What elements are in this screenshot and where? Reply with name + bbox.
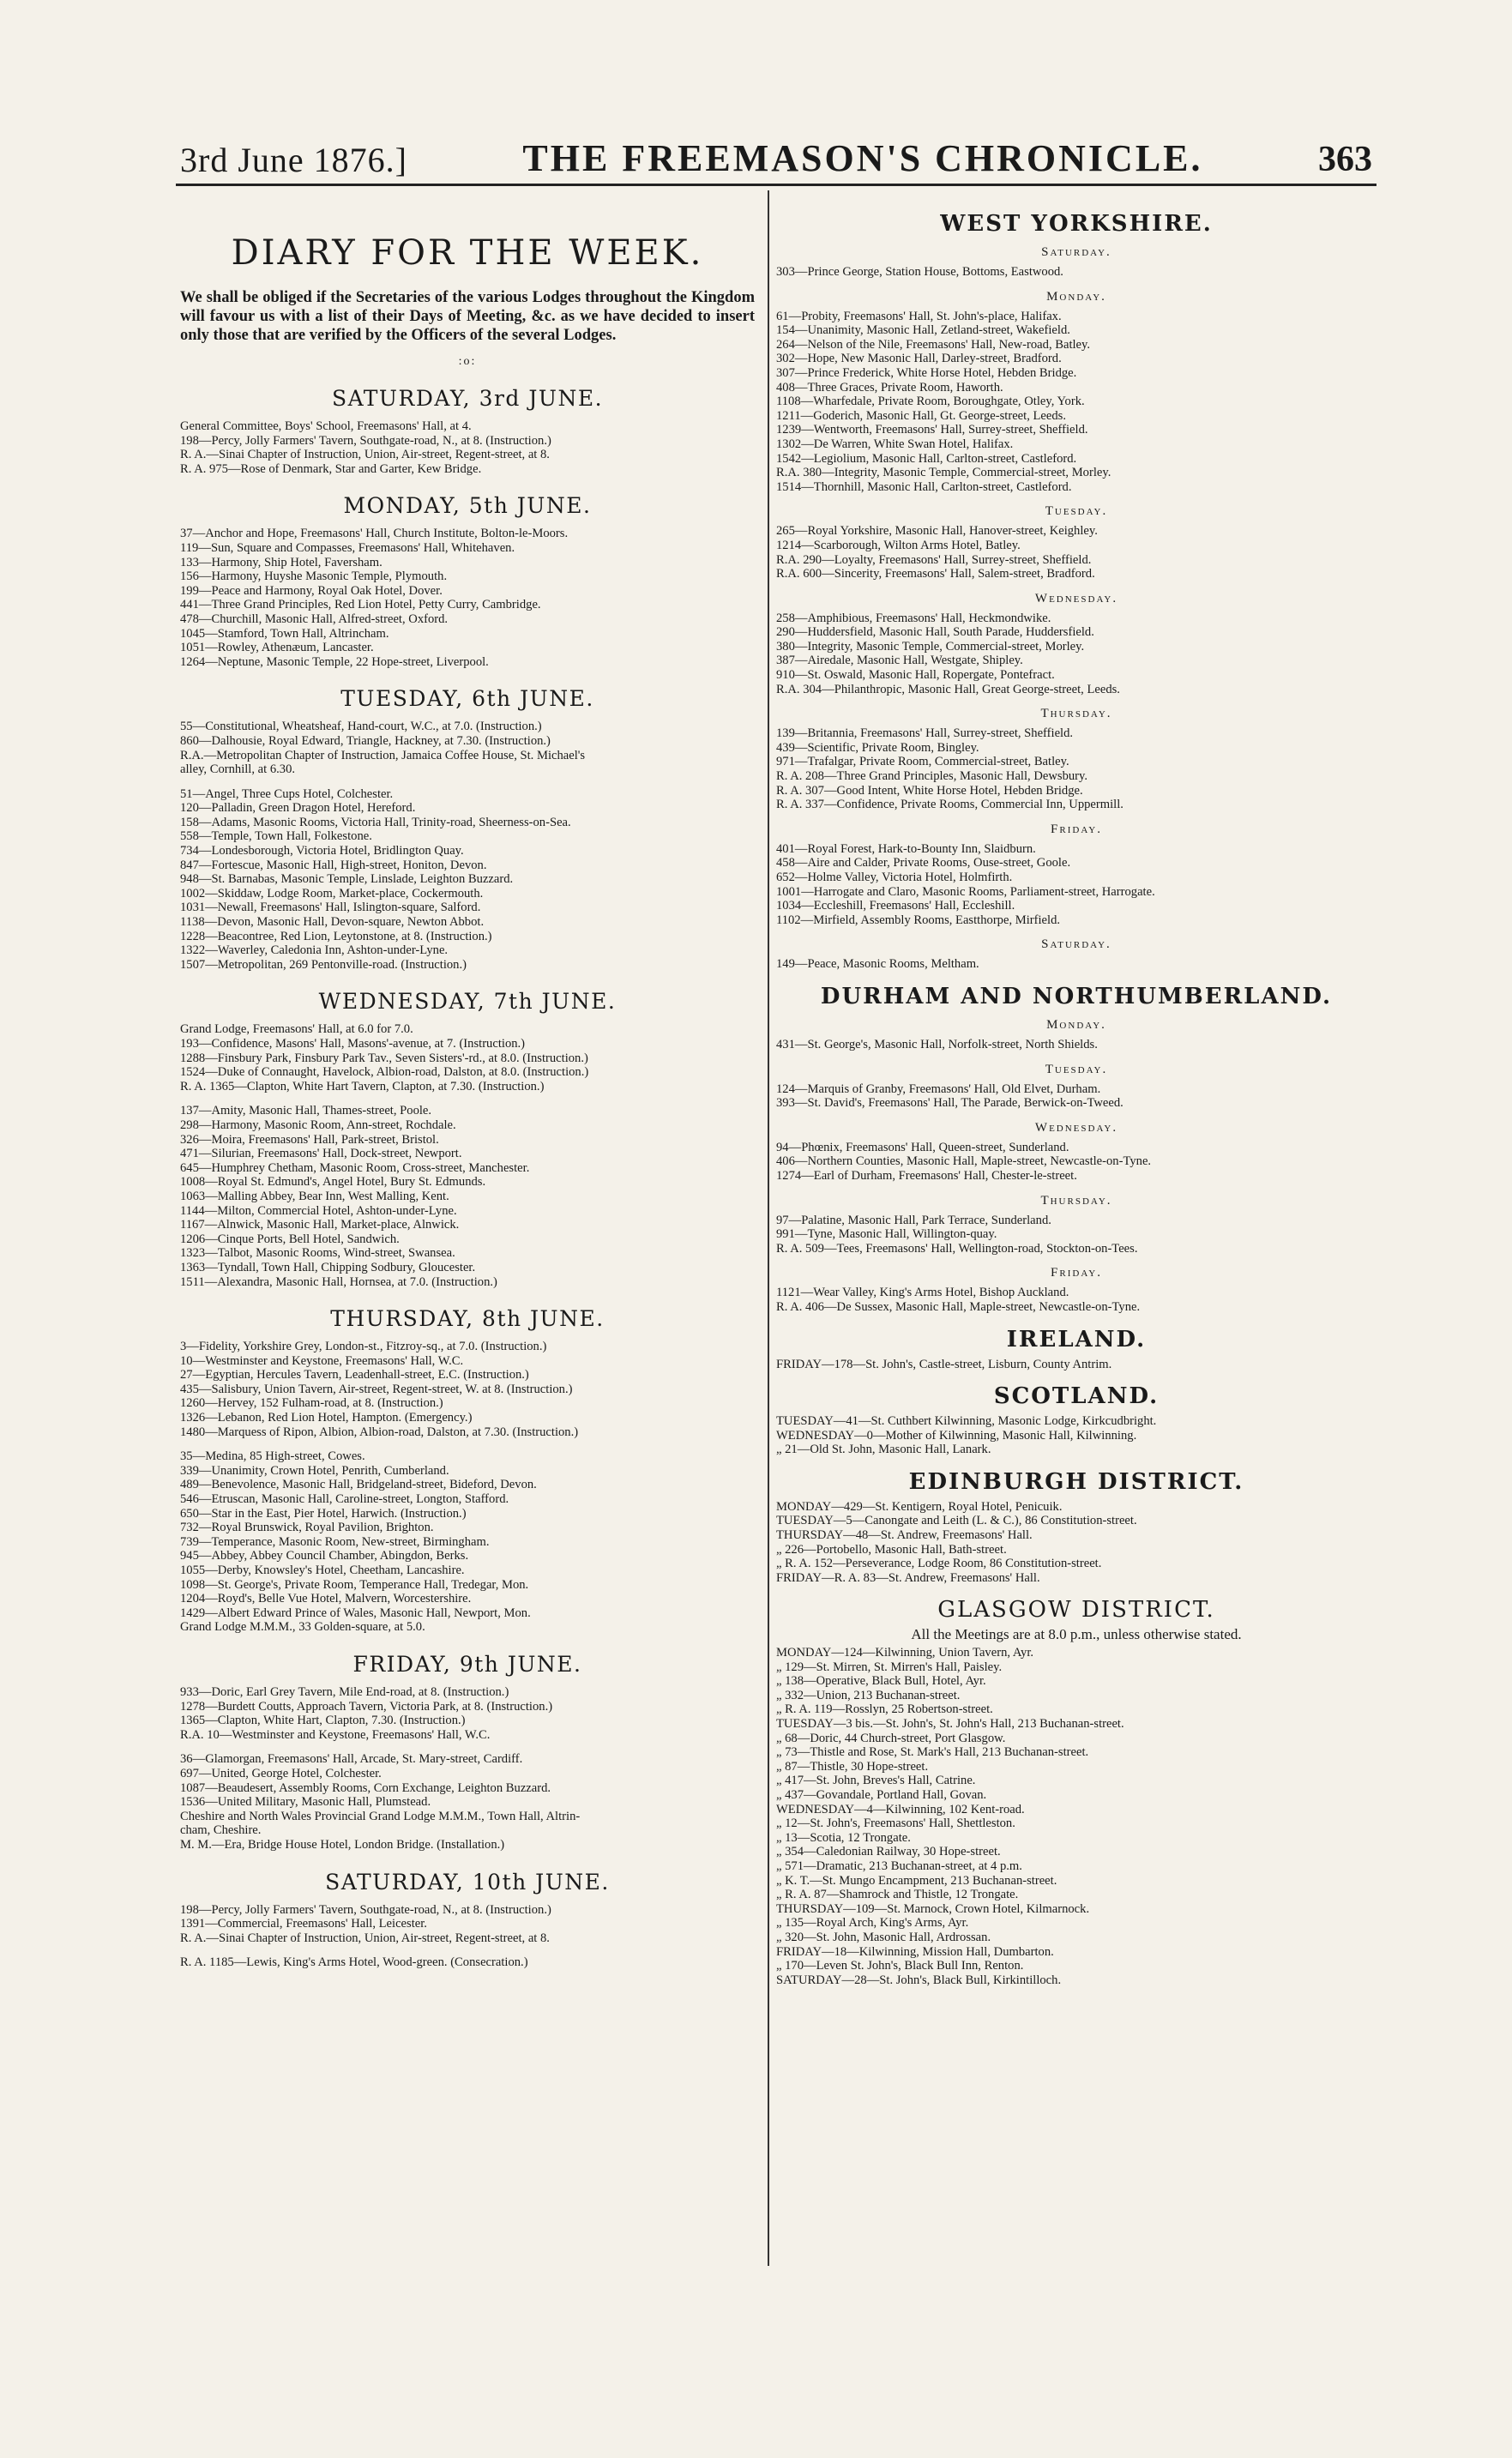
meeting-entry: 1322—Waverley, Caledonia Inn, Ashton-under-Lyne. bbox=[180, 943, 449, 958]
meeting-entry: 1144—Milton, Commercial Hotel, Ashton-under-Lyne. bbox=[180, 1203, 457, 1218]
meeting-entry: 27—Egyptian, Hercules Tavern, Leadenhall-street, E.C. (Instruction.) bbox=[180, 1368, 529, 1383]
meeting-note: All the Meetings are at 8.0 p.m., unless otherwise stated. bbox=[911, 1628, 1242, 1643]
meeting-entry: 55—Constitutional, Wheatsheaf, Hand-court, W.C., at 7.0. (Instruction.) bbox=[180, 720, 542, 734]
meeting-entry: 1034—Eccleshill, Freemasons' Hall, Eccleshill. bbox=[776, 899, 1015, 913]
meeting-entry: 1514—Thornhill, Masonic Hall, Carlton-street, Castleford. bbox=[776, 479, 1072, 494]
meeting-entry: 697—United, George Hotel, Colchester. bbox=[180, 1766, 382, 1780]
meeting-entry: 198—Percy, Jolly Farmers' Tavern, Southgate-road, N., at 8. (Instruction.) bbox=[180, 433, 551, 448]
meeting-entry: 1206—Cinque Ports, Bell Hotel, Sandwich. bbox=[180, 1232, 400, 1246]
diary-intro: We shall be obliged if the Secretaries of the various Lodges throughout the Kingdom will favour us with a list of their Days of Meeting, &c. as we have decided to insert only those that are verified by the Officers of the several Lodges. bbox=[180, 289, 755, 344]
meeting-group bbox=[180, 787, 755, 973]
meeting-entry: 1031—Newall, Freemasons' Hall, Islington-square, Salford. bbox=[180, 901, 481, 915]
region-heading: DURHAM AND NORTHUMBERLAND. bbox=[820, 983, 1333, 1009]
meeting-entry: 1507—Metropolitan, 269 Pentonville-road. (Instruction.) bbox=[180, 957, 467, 972]
meeting-entry: R.A. 600—Sincerity, Freemasons' Hall, Salem-street, Bradford. bbox=[776, 567, 1095, 581]
meeting-entry: TUESDAY—3 bis.—St. John's, St. John's Hall, 213 Buchanan-street. bbox=[776, 1717, 1124, 1731]
section-divider: :o: bbox=[458, 355, 477, 368]
day-heading: THURSDAY, 8th JUNE. bbox=[330, 1306, 605, 1332]
meeting-entry: 3—Fidelity, Yorkshire Grey, London-st., Fitzroy-sq., at 7.0. (Instruction.) bbox=[180, 1340, 547, 1354]
meeting-group bbox=[776, 1141, 1376, 1184]
region-heading: WEST YORKSHIRE. bbox=[940, 211, 1213, 237]
meeting-entry: 1326—Lebanon, Red Lion Hotel, Hampton. (Emergency.) bbox=[180, 1411, 473, 1425]
meeting-entry: „ 320—St. John, Masonic Hall, Ardrossan. bbox=[776, 1930, 991, 1944]
meeting-entry: 1323—Talbot, Masonic Rooms, Wind-street, Swansea. bbox=[180, 1246, 455, 1261]
diary-title: DIARY FOR THE WEEK. bbox=[231, 233, 704, 273]
meeting-entry: 650—Star in the East, Pier Hotel, Harwich. (Instruction.) bbox=[180, 1506, 467, 1521]
meeting-entry: 1008—Royal St. Edmund's, Angel Hotel, Bury St. Edmunds. bbox=[180, 1175, 486, 1190]
meeting-group bbox=[180, 720, 755, 776]
meeting-entry: 458—Aire and Calder, Private Rooms, Ouse-street, Goole. bbox=[776, 856, 1071, 871]
meeting-entry: 1278—Burdett Coutts, Approach Tavern, Victoria Park, at 8. (Instruction.) bbox=[180, 1699, 553, 1714]
meeting-entry: R. A.—Sinai Chapter of Instruction, Union, Air-street, Regent-street, at 8. bbox=[180, 1931, 550, 1945]
meeting-entry: 652—Holme Valley, Victoria Hotel, Holmfirth. bbox=[776, 871, 1013, 884]
meeting-entry: 1524—Duke of Connaught, Havelock, Albion-road, Dalston, at 8.0. (Instruction.) bbox=[180, 1065, 589, 1080]
meeting-entry: General Committee, Boys' School, Freemasons' Hall, at 4. bbox=[180, 419, 472, 433]
meeting-entry: 156—Harmony, Huyshe Masonic Temple, Plymouth. bbox=[180, 569, 448, 584]
meeting-entry: MONDAY—124—Kilwinning, Union Tavern, Ayr. bbox=[776, 1646, 1034, 1660]
meeting-group bbox=[776, 1038, 1376, 1052]
meeting-entry: „ R. A. 87—Shamrock and Thistle, 12 Trongate. bbox=[776, 1888, 1019, 1902]
meeting-entry: 120—Palladin, Green Dragon Hotel, Hereford. bbox=[180, 801, 416, 816]
meeting-entry: 478—Churchill, Masonic Hall, Alfred-street, Oxford. bbox=[180, 611, 449, 626]
meeting-entry: 119—Sun, Square and Compasses, Freemasons' Hall, Whitehaven. bbox=[180, 540, 515, 555]
meeting-entry: 948—St. Barnabas, Masonic Temple, Linslade, Leighton Buzzard. bbox=[180, 872, 514, 887]
meeting-entry: 489—Benevolence, Masonic Hall, Bridgeland-street, Bideford, Devon. bbox=[180, 1478, 537, 1492]
meeting-entry: 1511—Alexandra, Masonic Hall, Hornsea, at 7.0. (Instruction.) bbox=[180, 1274, 497, 1289]
meeting-entry: 264—Nelson of the Nile, Freemasons' Hall, New-road, Batley. bbox=[776, 337, 1091, 352]
meeting-entry: 1167—Alnwick, Masonic Hall, Market-place, Alnwick. bbox=[180, 1218, 460, 1232]
meeting-entry: 307—Prince Frederick, White Horse Hotel, Hebden Bridge. bbox=[776, 365, 1077, 380]
meeting-entry: „ R. A. 119—Rosslyn, 25 Robertson-street. bbox=[776, 1702, 993, 1717]
meeting-entry: 1063—Malling Abbey, Bear Inn, West Malling, Kent. bbox=[180, 1189, 449, 1203]
diary-days bbox=[180, 386, 755, 1970]
meeting-entry: 1001—Harrogate and Claro, Masonic Rooms, Parliament-street, Harrogate. bbox=[776, 884, 1155, 899]
meeting-entry: 1264—Neptune, Masonic Temple, 22 Hope-street, Liverpool. bbox=[180, 654, 489, 669]
meeting-group bbox=[180, 1104, 755, 1289]
meeting-entry: 1542—Legiolium, Masonic Hall, Carlton-street, Castleford. bbox=[776, 451, 1077, 466]
meeting-entry: 265—Royal Yorkshire, Masonic Hall, Hanover-street, Keighley. bbox=[776, 524, 1098, 539]
meeting-group bbox=[776, 957, 1376, 972]
meeting-entry: 36—Glamorgan, Freemasons' Hall, Arcade, St. Mary-street, Cardiff. bbox=[180, 1752, 523, 1767]
meeting-entry: 847—Fortescue, Masonic Hall, High-street, Honiton, Devon. bbox=[180, 858, 487, 872]
weekday-subheading: Saturday. bbox=[1041, 937, 1111, 952]
meeting-entry: 471—Silurian, Freemasons' Hall, Dock-street, Newport. bbox=[180, 1147, 462, 1161]
meeting-group bbox=[180, 1903, 755, 1946]
meeting-entry: „ R. A. 152—Perseverance, Lodge Room, 86 Constitution-street. bbox=[776, 1557, 1102, 1571]
left-column bbox=[180, 199, 755, 1980]
meeting-entry: 1260—Hervey, 152 Fulham-road, at 8. (Instruction.) bbox=[180, 1396, 443, 1411]
day-heading: MONDAY, 5th JUNE. bbox=[343, 493, 592, 519]
meeting-entry: „ 68—Doric, 44 Church-street, Port Glasgow. bbox=[776, 1731, 1006, 1745]
meeting-entry: 1055—Derby, Knowsley's Hotel, Cheetham, Lancashire. bbox=[180, 1563, 465, 1577]
meeting-group bbox=[776, 842, 1376, 928]
meeting-entry: 302—Hope, New Masonic Hall, Darley-street, Bradford. bbox=[776, 352, 1062, 366]
region-heading: SCOTLAND. bbox=[993, 1383, 1160, 1410]
meeting-entry: 1214—Scarborough, Wilton Arms Hotel, Batley. bbox=[776, 538, 1021, 552]
meeting-group bbox=[180, 527, 755, 669]
meeting-group bbox=[776, 1358, 1376, 1372]
meeting-entry: 1138—Devon, Masonic Hall, Devon-square, Newton Abbot. bbox=[180, 915, 485, 930]
meeting-entry: 1102—Mirfield, Assembly Rooms, Eastthorpe, Mirfield. bbox=[776, 913, 1061, 927]
meeting-entry: M. M.—Era, Bridge House Hotel, London Bridge. (Installation.) bbox=[180, 1837, 505, 1852]
meeting-entry: R. A.—Sinai Chapter of Instruction, Union, Air-street, Regent-street, at 8. bbox=[180, 448, 550, 462]
meeting-entry: 393—St. David's, Freemasons' Hall, The Parade, Berwick-on-Tweed. bbox=[776, 1096, 1123, 1111]
meeting-entry: 1391—Commercial, Freemasons' Hall, Leicester. bbox=[180, 1917, 427, 1931]
meeting-entry: 945—Abbey, Abbey Council Chamber, Abingdon, Berks. bbox=[180, 1549, 469, 1563]
meeting-entry: 380—Integrity, Masonic Temple, Commercial-street, Morley. bbox=[776, 639, 1085, 654]
header-rule bbox=[176, 184, 1376, 186]
meeting-entry: R.A. 380—Integrity, Masonic Temple, Commercial-street, Morley. bbox=[776, 466, 1111, 480]
meeting-entry: „ K. T.—St. Mungo Encampment, 213 Buchanan-street. bbox=[776, 1873, 1057, 1888]
weekday-subheading: Tuesday. bbox=[1045, 504, 1108, 519]
meeting-entry: 303—Prince George, Station House, Bottoms, Eastwood. bbox=[776, 265, 1063, 279]
meeting-entry: „ 354—Caledonian Railway, 30 Hope-street. bbox=[776, 1845, 1001, 1859]
meeting-entry: 546—Etruscan, Masonic Hall, Caroline-street, Longton, Stafford. bbox=[180, 1492, 509, 1507]
weekday-subheading: Wednesday. bbox=[1034, 1120, 1118, 1135]
weekday-subheading: Saturday. bbox=[1041, 245, 1111, 259]
meeting-entry: Cheshire and North Wales Provincial Grand Lodge M.M.M., Town Hall, Altrin- bbox=[180, 1809, 581, 1823]
meeting-entry: „ 13—Scotia, 12 Trongate. bbox=[776, 1830, 911, 1845]
weekday-subheading: Monday. bbox=[1046, 289, 1106, 304]
meeting-group bbox=[776, 1414, 1376, 1457]
day-heading: WEDNESDAY, 7th JUNE. bbox=[318, 989, 617, 1015]
weekday-subheading: Friday. bbox=[1051, 822, 1102, 836]
meeting-entry: 198—Percy, Jolly Farmers' Tavern, Southgate-road, N., at 8. (Instruction.) bbox=[180, 1902, 551, 1917]
meeting-entry: 35—Medina, 85 High-street, Cowes. bbox=[180, 1449, 365, 1464]
meeting-entry: 94—Phœnix, Freemasons' Hall, Queen-street, Sunderland. bbox=[776, 1140, 1069, 1154]
weekday-subheading: Tuesday. bbox=[1045, 1062, 1108, 1076]
day-heading: SATURDAY, 10th JUNE. bbox=[325, 1869, 610, 1895]
day-heading: FRIDAY, 9th JUNE. bbox=[352, 1651, 582, 1677]
meeting-entry: 1204—Royd's, Belle Vue Hotel, Malvern, Worcestershire. bbox=[180, 1592, 472, 1606]
meeting-group bbox=[776, 726, 1376, 812]
meeting-group bbox=[776, 1214, 1376, 1256]
meeting-entry: FRIDAY—R. A. 83—St. Andrew, Freemasons' Hall. bbox=[776, 1570, 1040, 1585]
meeting-entry: SATURDAY—28—St. John's, Black Bull, Kirkintilloch. bbox=[776, 1973, 1062, 1987]
regional-listings bbox=[776, 211, 1376, 1987]
meeting-entry: Grand Lodge, Freemasons' Hall, at 6.0 for 7.0. bbox=[180, 1022, 413, 1037]
meeting-entry: 408—Three Graces, Private Room, Haworth. bbox=[776, 380, 1003, 395]
meeting-entry: „ 226—Portobello, Masonic Hall, Bath-street. bbox=[776, 1542, 1007, 1557]
meeting-entry: 97—Palatine, Masonic Hall, Park Terrace, Sunderland. bbox=[776, 1213, 1051, 1227]
meeting-entry: 298—Harmony, Masonic Room, Ann-street, Rochdale. bbox=[180, 1118, 456, 1132]
meeting-entry: 1098—St. George's, Private Room, Temperance Hall, Tredegar, Mon. bbox=[180, 1577, 529, 1592]
meeting-group bbox=[776, 265, 1376, 280]
meeting-entry: 199—Peace and Harmony, Royal Oak Hotel, Dover. bbox=[180, 583, 443, 598]
meeting-entry: 37—Anchor and Hope, Freemasons' Hall, Church Institute, Bolton-le-Moors. bbox=[180, 527, 569, 541]
meeting-entry: R.A. 304—Philanthropic, Masonic Hall, Great George-street, Leeds. bbox=[776, 682, 1120, 696]
meeting-group bbox=[180, 1752, 755, 1852]
meeting-entry: 193—Confidence, Masons' Hall, Masons'-avenue, at 7. (Instruction.) bbox=[180, 1037, 526, 1051]
meeting-entry: 734—Londesborough, Victoria Hotel, Bridlington Quay. bbox=[180, 844, 464, 858]
meeting-entry: R. A. 208—Three Grand Principles, Masonic Hall, Dewsbury. bbox=[776, 769, 1088, 784]
meeting-group bbox=[776, 1500, 1376, 1586]
meeting-entry: 290—Huddersfield, Masonic Hall, South Parade, Huddersfield. bbox=[776, 625, 1094, 640]
meeting-entry: WEDNESDAY—0—Mother of Kilwinning, Masonic Hall, Kilwinning. bbox=[776, 1428, 1137, 1443]
meeting-entry: 1087—Beaudesert, Assembly Rooms, Corn Exchange, Leighton Buzzard. bbox=[180, 1780, 551, 1795]
weekday-subheading: Thursday. bbox=[1040, 707, 1112, 721]
meeting-entry: „ 135—Royal Arch, King's Arms, Ayr. bbox=[776, 1916, 969, 1931]
meeting-entry: „ 12—St. John's, Freemasons' Hall, Shettleston. bbox=[776, 1816, 1015, 1831]
meeting-entry: „ 417—St. John, Breves's Hall, Catrine. bbox=[776, 1774, 976, 1788]
meeting-entry: 133—Harmony, Ship Hotel, Faversham. bbox=[180, 555, 383, 569]
right-column bbox=[776, 199, 1376, 1997]
meeting-entry: 387—Airedale, Masonic Hall, Westgate, Shipley. bbox=[776, 654, 1023, 668]
meeting-entry: MONDAY—429—St. Kentigern, Royal Hotel, Penicuik. bbox=[776, 1499, 1063, 1514]
meeting-entry: 441—Three Grand Principles, Red Lion Hotel, Petty Curry, Cambridge. bbox=[180, 598, 541, 612]
meeting-entry: 401—Royal Forest, Hark-to-Bounty Inn, Slaidburn. bbox=[776, 841, 1036, 856]
meeting-entry: 1045—Stamford, Town Hall, Altrincham. bbox=[180, 626, 389, 641]
meeting-entry: „ 571—Dramatic, 213 Buchanan-street, at 4 p.m. bbox=[776, 1859, 1022, 1873]
meeting-entry: 154—Unanimity, Masonic Hall, Zetland-street, Wakefield. bbox=[776, 323, 1070, 338]
column-divider bbox=[768, 190, 769, 2266]
meeting-entry: R.A.—Metropolitan Chapter of Instruction, Jamaica Coffee House, St. Michael's bbox=[180, 748, 586, 762]
meeting-entry: 139—Britannia, Freemasons' Hall, Surrey-street, Sheffield. bbox=[776, 726, 1074, 741]
publication-title: THE FREEMASON'S CHRONICLE. bbox=[522, 137, 1203, 179]
weekday-subheading: Thursday. bbox=[1040, 1193, 1112, 1208]
weekday-subheading: Friday. bbox=[1051, 1266, 1102, 1280]
meeting-group bbox=[180, 1685, 755, 1742]
region-heading: EDINBURGH DISTRICT. bbox=[908, 1468, 1244, 1495]
meeting-entry: TUESDAY—5—Canongate and Leith (L. & C.), 86 Constitution-street. bbox=[776, 1514, 1137, 1528]
meeting-group bbox=[180, 419, 755, 476]
weekday-subheading: Monday. bbox=[1046, 1017, 1106, 1032]
meeting-entry: 732—Royal Brunswick, Royal Pavilion, Brighton. bbox=[180, 1521, 434, 1535]
meeting-entry: FRIDAY—178—St. John's, Castle-street, Lisburn, County Antrim. bbox=[776, 1357, 1112, 1371]
page-number: 363 bbox=[1317, 140, 1372, 179]
meeting-entry: 860—Dalhousie, Royal Edward, Triangle, Hackney, at 7.30. (Instruction.) bbox=[180, 733, 551, 748]
issue-date: 3rd June 1876.] bbox=[180, 141, 407, 179]
meeting-entry: „ 138—Operative, Black Bull, Hotel, Ayr. bbox=[776, 1674, 986, 1689]
meeting-entry: 326—Moira, Freemasons' Hall, Park-street, Bristol. bbox=[180, 1132, 439, 1147]
meeting-entry: 1288—Finsbury Park, Finsbury Park Tav., Seven Sisters'-rd., at 8.0. (Instruction.) bbox=[180, 1051, 588, 1065]
meeting-entry: R. A. 1365—Clapton, White Hart Tavern, Clapton, at 7.30. (Instruction.) bbox=[180, 1079, 545, 1093]
meeting-group bbox=[776, 611, 1376, 697]
meeting-entry: 1274—Earl of Durham, Freemasons' Hall, Chester-le-street. bbox=[776, 1168, 1077, 1183]
meeting-entry: 1365—Clapton, White Hart, Clapton, 7.30. (Instruction.) bbox=[180, 1714, 466, 1728]
meeting-entry: R.A. 290—Loyalty, Freemasons' Hall, Surrey-street, Sheffield. bbox=[776, 552, 1092, 567]
meeting-entry: THURSDAY—48—St. Andrew, Freemasons' Hall. bbox=[776, 1528, 1033, 1543]
meeting-group bbox=[776, 310, 1376, 495]
meeting-entry: „ 332—Union, 213 Buchanan-street. bbox=[776, 1688, 961, 1702]
day-heading: TUESDAY, 6th JUNE. bbox=[340, 686, 594, 712]
meeting-entry: 1228—Beacontree, Red Lion, Leytonstone, at 8. (Instruction.) bbox=[180, 929, 492, 943]
meeting-entry: 910—St. Oswald, Masonic Hall, Ropergate, Pontefract. bbox=[776, 668, 1055, 683]
meeting-entry: 258—Amphibious, Freemasons' Hall, Heckmondwike. bbox=[776, 611, 1051, 625]
meeting-entry: R. A. 509—Tees, Freemasons' Hall, Wellington-road, Stockton-on-Tees. bbox=[776, 1241, 1138, 1256]
meeting-entry: R. A. 337—Confidence, Private Rooms, Commercial Inn, Uppermill. bbox=[776, 798, 1123, 812]
meeting-entry: „ 87—Thistle, 30 Hope-street. bbox=[776, 1759, 929, 1774]
meeting-group bbox=[180, 1022, 755, 1093]
meeting-group bbox=[776, 1286, 1376, 1314]
meeting-entry: R. A. 406—De Sussex, Masonic Hall, Maple-street, Newcastle-on-Tyne. bbox=[776, 1299, 1141, 1314]
meeting-entry: 149—Peace, Masonic Rooms, Meltham. bbox=[776, 957, 979, 972]
meeting-entry: 1480—Marquess of Ripon, Albion, Albion-road, Dalston, at 7.30. (Instruction.) bbox=[180, 1425, 579, 1439]
meeting-group bbox=[180, 1340, 755, 1439]
meeting-entry: 435—Salisbury, Union Tavern, Air-street, Regent-street, W. at 8. (Instruction.) bbox=[180, 1382, 573, 1396]
meeting-entry: R.A. 10—Westminster and Keystone, Freemasons' Hall, W.C. bbox=[180, 1727, 491, 1742]
meeting-entry: 439—Scientific, Private Room, Bingley. bbox=[776, 740, 979, 755]
region-heading: GLASGOW DISTRICT. bbox=[937, 1597, 1215, 1624]
meeting-entry: 645—Humphrey Chetham, Masonic Room, Cross-street, Manchester. bbox=[180, 1160, 530, 1175]
meeting-entry: 339—Unanimity, Crown Hotel, Penrith, Cumberland. bbox=[180, 1463, 449, 1478]
meeting-entry: 10—Westminster and Keystone, Freemasons' Hall, W.C. bbox=[180, 1353, 464, 1368]
meeting-entry: 406—Northern Counties, Masonic Hall, Maple-street, Newcastle-on-Tyne. bbox=[776, 1154, 1152, 1169]
meeting-entry: 51—Angel, Three Cups Hotel, Colchester. bbox=[180, 786, 394, 801]
meeting-entry: 1302—De Warren, White Swan Hotel, Halifax. bbox=[776, 437, 1014, 451]
meeting-entry: R. A. 307—Good Intent, White Horse Hotel, Hebden Bridge. bbox=[776, 783, 1083, 798]
meeting-entry: TUESDAY—41—St. Cuthbert Kilwinning, Masonic Lodge, Kirkcudbright. bbox=[776, 1414, 1157, 1429]
meeting-entry: 1121—Wear Valley, King's Arms Hotel, Bishop Auckland. bbox=[776, 1286, 1069, 1300]
meeting-entry: 61—Probity, Freemasons' Hall, St. John's-place, Halifax. bbox=[776, 309, 1062, 323]
weekday-subheading: Wednesday. bbox=[1034, 591, 1118, 605]
region-heading: IRELAND. bbox=[1006, 1326, 1147, 1353]
meeting-group bbox=[776, 1082, 1376, 1111]
meeting-entry: 739—Temperance, Masonic Room, New-street, Birmingham. bbox=[180, 1534, 490, 1549]
meeting-entry: 558—Temple, Town Hall, Folkestone. bbox=[180, 829, 372, 844]
meeting-entry: 1536—United Military, Masonic Hall, Plumstead. bbox=[180, 1795, 431, 1810]
meeting-entry: 1239—Wentworth, Freemasons' Hall, Surrey-street, Sheffield. bbox=[776, 423, 1088, 437]
meeting-entry: Grand Lodge M.M.M., 33 Golden-square, at 5.0. bbox=[180, 1620, 425, 1635]
meeting-entry: 1211—Goderich, Masonic Hall, Gt. George-street, Leeds. bbox=[776, 408, 1066, 423]
meeting-entry: 1108—Wharfedale, Private Room, Boroughgate, Otley, York. bbox=[776, 395, 1085, 409]
meeting-entry: R. A. 1185—Lewis, King's Arms Hotel, Wood-green. (Consecration.) bbox=[180, 1955, 528, 1970]
meeting-entry: „ 21—Old St. John, Masonic Hall, Lanark. bbox=[776, 1443, 991, 1457]
meeting-group bbox=[776, 524, 1376, 581]
day-heading: SATURDAY, 3rd JUNE. bbox=[331, 386, 604, 411]
meeting-entry: „ 170—Leven St. John's, Black Bull Inn, Renton. bbox=[776, 1959, 1024, 1973]
meeting-entry: 991—Tyne, Masonic Hall, Willington-quay. bbox=[776, 1227, 997, 1242]
meeting-entry: WEDNESDAY—4—Kilwinning, 102 Kent-road. bbox=[776, 1802, 1025, 1816]
meeting-entry: „ 73—Thistle and Rose, St. Mark's Hall, 213 Buchanan-street. bbox=[776, 1745, 1089, 1760]
meeting-group bbox=[776, 1646, 1376, 1987]
meeting-entry: cham, Cheshire. bbox=[180, 1823, 262, 1838]
meeting-entry: 431—St. George's, Masonic Hall, Norfolk-street, North Shields. bbox=[776, 1037, 1098, 1051]
meeting-group bbox=[180, 1449, 755, 1635]
meeting-entry: 1002—Skiddaw, Lodge Room, Market-place, Cockermouth. bbox=[180, 886, 484, 901]
meeting-group bbox=[180, 1955, 755, 1970]
meeting-entry: 933—Doric, Earl Grey Tavern, Mile End-road, at 8. (Instruction.) bbox=[180, 1684, 509, 1699]
meeting-entry: alley, Cornhill, at 6.30. bbox=[180, 762, 296, 777]
masthead bbox=[180, 129, 1372, 180]
meeting-entry: FRIDAY—18—Kilwinning, Mission Hall, Dumbarton. bbox=[776, 1944, 1054, 1959]
meeting-entry: 124—Marquis of Granby, Freemasons' Hall, Old Elvet, Durham. bbox=[776, 1081, 1101, 1096]
meeting-entry: 158—Adams, Masonic Rooms, Victoria Hall, Trinity-road, Sheerness-on-Sea. bbox=[180, 815, 571, 829]
meeting-entry: „ 437—Govandale, Portland Hall, Govan. bbox=[776, 1787, 987, 1802]
meeting-entry: 1363—Tyndall, Town Hall, Chipping Sodbury, Gloucester. bbox=[180, 1260, 476, 1274]
meeting-entry: THURSDAY—109—St. Marnock, Crown Hotel, Kilmarnock. bbox=[776, 1901, 1090, 1916]
meeting-entry: R. A. 975—Rose of Denmark, Star and Garter, Kew Bridge. bbox=[180, 461, 482, 476]
meeting-entry: 137—Amity, Masonic Hall, Thames-street, Poole. bbox=[180, 1104, 432, 1118]
meeting-entry: 1429—Albert Edward Prince of Wales, Masonic Hall, Newport, Mon. bbox=[180, 1606, 531, 1620]
meeting-entry: 971—Trafalgar, Private Room, Commercial-street, Batley. bbox=[776, 755, 1069, 769]
meeting-entry: 1051—Rowley, Athenæum, Lancaster. bbox=[180, 641, 374, 655]
meeting-entry: „ 129—St. Mirren, St. Mirren's Hall, Paisley. bbox=[776, 1660, 1003, 1674]
